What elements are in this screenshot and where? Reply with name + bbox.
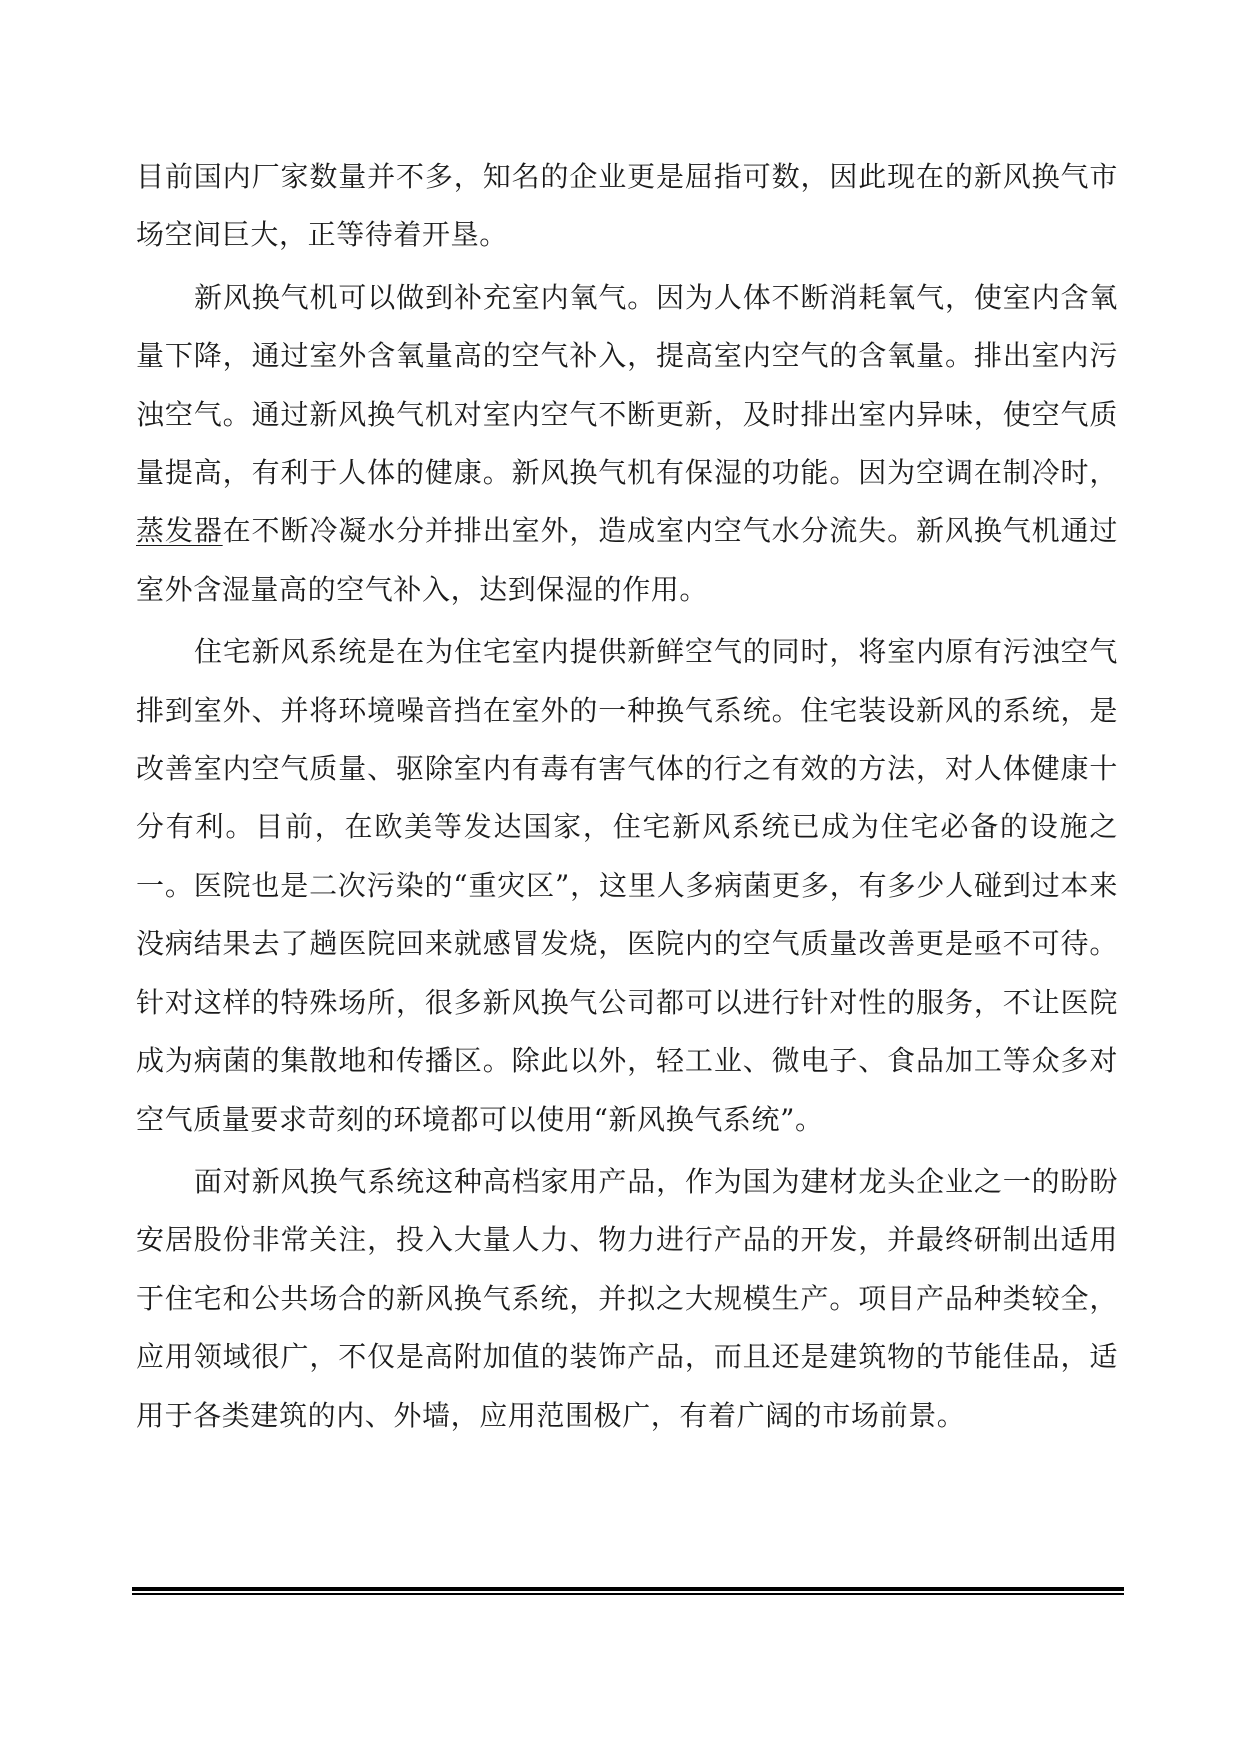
paragraph-ventilator-functions-part2: 在不断冷凝水分并排出室外，造成室内空气水分流失。新风换气机通过室外含湿量高的空气补入，达到保湿的作用。 [136,514,1118,606]
evaporator-link[interactable]: 蒸发器 [136,514,223,548]
paragraph-market-space: 目前国内厂家数量并不多，知名的企业更是屈指可数，因此现在的新风换气市场空间巨大，正等待着开垦。 [136,160,1118,252]
paragraph-company-product: 面对新风换气系统这种高档家用产品，作为国为建材龙头企业之一的盼盼安居股份非常关注，投入大量人力、物力进行产品的开发，并最终研制出适用于住宅和公共场合的新风换气系统，并拟之大规模生产。项目产品种类较全，应用领域很广，不仅是高附加值的装饰产品，而且还是建筑物的节能佳品，适用于各类建筑的内、外墙，应用范围极广，有着广阔的市场前景。 [136,1164,1118,1432]
paragraph-residential-system: 住宅新风系统是在为住宅室内提供新鲜空气的同时，将室内原有污浊空气排到室外、并将环境噪音挡在室外的一种换气系统。住宅装设新风的系统，是改善室内空气质量、驱除室内有毒有害气体的行之有效的方法，对人体健康十分有利。目前，在欧美等发达国家，住宅新风系统已成为住宅必备的设施之一。医院也是二次污染的“重灾区”，这里人多病菌更多，有多少人碰到过本来没病结果去了趟医院回来就感冒发烧，医院内的空气质量改善更是亟不可待。针对这样的特殊场所，很多新风换气公司都可以进行针对性的服务，不让医院成为病菌的集散地和传播区。除此以外，轻工业、微电子、食品加工等众多对空气质量要求苛刻的环境都可以使用“新风换气系统”。 [136,635,1118,1136]
paragraph-ventilator-functions-part1: 新风换气机可以做到补充室内氧气。因为人体不断消耗氧气，使室内含氧量下降，通过室外含氧量高的空气补入，提高室内空气的含氧量。排出室内污浊空气。通过新风换气机对室内空气不断更新，及时排出室内异味，使空气质量提高，有利于人体的健康。新风换气机有保湿的功能。因为空调在制冷时， [136,280,1118,490]
footer-rule-thin [132,1593,1124,1595]
footer-double-rule [132,1587,1124,1595]
body-text [136,148,1118,1445]
paragraph-ventilator-functions [136,269,1118,619]
